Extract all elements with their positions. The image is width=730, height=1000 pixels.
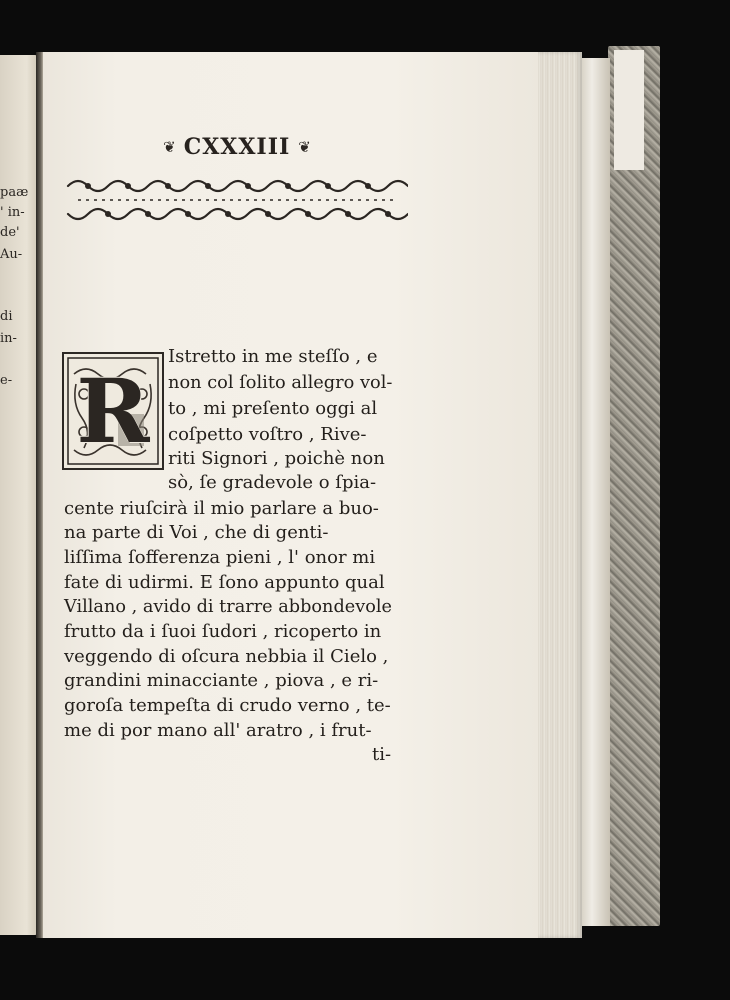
page-block-edges: [536, 52, 582, 938]
marbled-cover-board: [608, 46, 660, 926]
page-number: CXXXIII: [183, 134, 291, 160]
text-line: na parte di Voi , che di genti-: [64, 522, 329, 543]
text-line: to , mi preſento oggi al: [168, 398, 378, 419]
dropcap-letter: R: [76, 359, 150, 463]
left-page-fragment: paæ: [0, 185, 29, 200]
left-page-fragment: Au-: [0, 247, 23, 262]
text-line: cente riuſcirà il mio parlare a buo-: [64, 498, 379, 519]
text-line: liſſima ſofferenza pieni , l' onor mi: [64, 547, 376, 568]
text-line: frutto da i ſuoi ſudori , ricoperto in: [64, 621, 382, 642]
text-line: coſpetto voſtro , Rive-: [168, 424, 367, 445]
leaf-ornament-icon: ❦: [163, 137, 176, 156]
left-page-fragment: de': [0, 225, 20, 240]
decorated-initial: [62, 352, 164, 470]
left-page-fragment: ' in-: [0, 205, 25, 220]
text-line: Istretto in me steſſo , e: [168, 346, 378, 367]
text-line: riti Signori , poichè non: [168, 448, 385, 469]
show-through-ghost-text: [270, 236, 420, 256]
text-line: Villano , avido di trarre abbondevole: [64, 596, 392, 617]
cover-edge: [580, 58, 610, 926]
left-page-fragment: e-: [0, 373, 13, 388]
text-line: goroſa tempeſta di crudo verno , te-: [64, 695, 391, 716]
cover-endpaper: [614, 50, 644, 170]
leaf-ornament-icon: ❦: [298, 137, 311, 156]
left-page-fragment: di: [0, 309, 13, 324]
text-line: grandini minacciante , piova , e ri-: [64, 670, 379, 691]
previous-page-edge: [0, 55, 38, 935]
catchword: ti-: [372, 744, 392, 765]
headpiece-ornament-icon: [64, 172, 408, 228]
left-page-fragment: in-: [0, 331, 17, 346]
text-line: non col ſolito allegro vol-: [168, 372, 393, 393]
text-line: me di por mano all' aratro , i frut-: [64, 720, 372, 741]
text-line: fate di udirmi. E ſono appunto qual: [64, 572, 385, 593]
text-line: veggendo di oſcura nebbia il Cielo ,: [64, 646, 389, 667]
running-head: [152, 130, 322, 164]
text-line: sò, ſe gradevole o ſpia-: [168, 472, 377, 493]
